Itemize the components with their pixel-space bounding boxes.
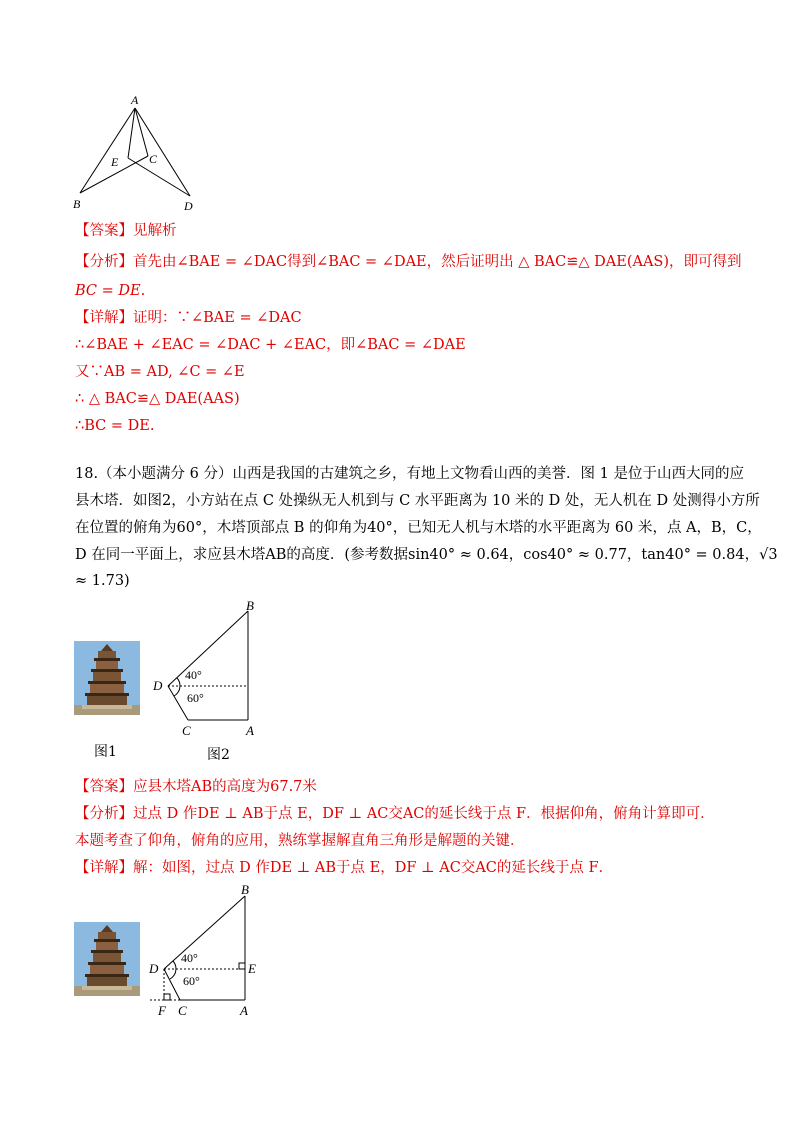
q18-detail-line-1: 【详解】解：如图，过点 D 作DE ⊥ AB于点 E，DF ⊥ AC交AC的延长线于点 F． — [75, 860, 614, 876]
q17-analysis-line-2: BC = DE. — [75, 283, 146, 299]
q18-analysis-line-2: 本题考查了仰角，俯角的应用，熟练掌握解直角三角形是解题的关键． — [75, 833, 525, 849]
fig2-label-d: D — [153, 678, 163, 693]
fig2-angle-40: 40° — [185, 668, 202, 682]
q18-text-line-1: 18.（本小题满分 6 分）山西是我国的古建筑之乡，有地上文物看山西的美誉．图 1 是位于山西大同的应 — [75, 466, 744, 482]
q17-detail-line-2: ∴∠BAE + ∠EAC = ∠DAC + ∠EAC，即∠BAC = ∠DAE — [75, 337, 466, 353]
fig1-label-b: B — [73, 197, 81, 211]
fig3-label-a: A — [240, 1003, 248, 1018]
fig2-angle-60: 60° — [187, 691, 204, 705]
fig1-label-d: D — [184, 199, 193, 213]
fig3-label-d: D — [149, 961, 159, 976]
q17-answer: 【答案】见解析 — [75, 223, 177, 239]
figure-2-caption: 图2 — [207, 747, 230, 763]
q18-text-line-5: ≈ 1.73) — [75, 573, 130, 589]
pagoda-photo-1 — [74, 641, 140, 715]
q18-text-line-4: D 在同一平面上，求应县木塔AB的高度．(参考数据sin40° ≈ 0.64，cos40° ≈ 0.77，tan40° = 0.84，√3 — [75, 547, 778, 563]
fig2-label-b: B — [246, 598, 254, 613]
fig3-label-e: E — [248, 961, 256, 976]
fig3-label-f: F — [158, 1003, 166, 1018]
fig3-label-c: C — [178, 1003, 187, 1018]
q18-answer: 【答案】应县木塔AB的高度为67.7米 — [75, 779, 317, 795]
fig1-label-e: E — [111, 155, 119, 169]
q17-detail-line-4: ∴ △ BAC≌△ DAE(AAS) — [75, 391, 240, 407]
fig3-angle-40: 40° — [181, 951, 198, 965]
q17-detail-line-5: ∴BC = DE. — [75, 418, 155, 434]
fig2-label-a: A — [246, 723, 254, 738]
q18-text-line-2: 县木塔．如图2，小方站在点 C 处操纵无人机到与 C 水平距离为 10 米的 D 处，无人机在 D 处测得小方所 — [75, 493, 760, 509]
figure-1-diagram — [60, 90, 220, 220]
fig3-angle-60: 60° — [183, 974, 200, 988]
q18-analysis-line-1: 【分析】过点 D 作DE ⊥ AB于点 E，DF ⊥ AC交AC的延长线于点 F．根据仰角，俯角计算即可． — [75, 806, 715, 822]
q17-detail-line-1: 【详解】证明：∵∠BAE = ∠DAC — [75, 310, 302, 326]
fig1-label-a: A — [131, 93, 139, 107]
figure-2-diagram — [148, 598, 268, 743]
fig2-label-c: C — [182, 723, 191, 738]
pagoda-photo-2 — [74, 922, 140, 996]
q18-text-line-3: 在位置的俯角为60°，木塔顶部点 B 的仰角为40°，已知无人机与木塔的水平距离为 60 米，点 A，B，C， — [75, 520, 762, 536]
fig1-label-c: C — [149, 152, 158, 166]
fig3-label-b: B — [241, 882, 249, 897]
figure-3-diagram — [140, 882, 275, 1022]
q17-analysis-line-1: 【分析】首先由∠BAE = ∠DAC得到∠BAC = ∠DAE，然后证明出 △ BAC≌△ DAE(AAS)，即可得到 — [75, 254, 742, 270]
figure-1-caption: 图1 — [94, 744, 117, 760]
q17-detail-line-3: 又∵AB = AD, ∠C = ∠E — [75, 364, 245, 380]
